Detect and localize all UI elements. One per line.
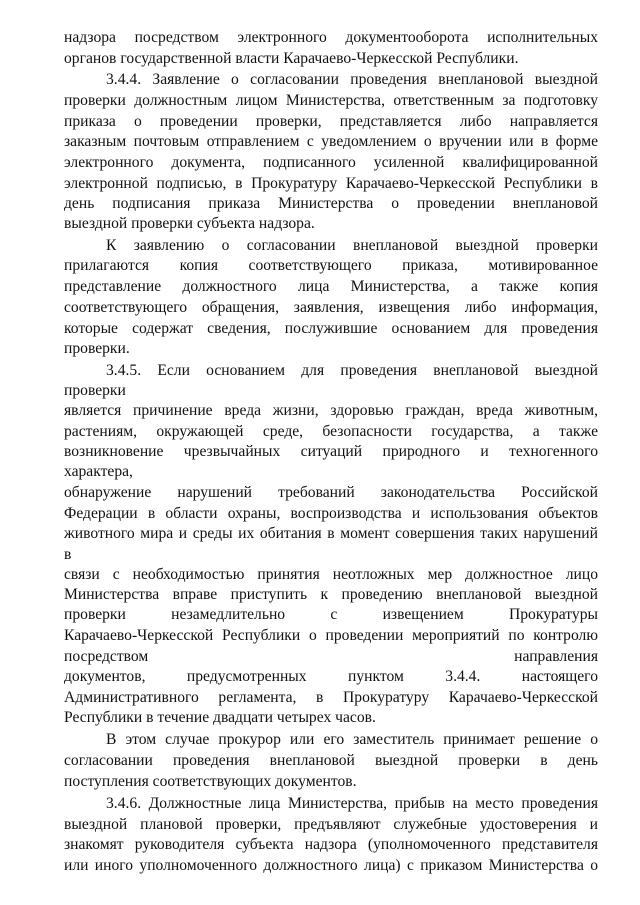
document-line: день подписания приказа Министерства о проведении внеплановой xyxy=(64,194,598,212)
document-line: проверки должностным лицом Министерства, ответственным за подготовку xyxy=(64,91,598,109)
document-line: обнаружение нарушений требований законодательства Российской xyxy=(64,483,598,501)
document-line: знакомят руководителя субъекта надзора (уполномоченного представителя xyxy=(64,835,598,853)
document-line: возникновение чрезвычайных ситуаций природного и техногенного xyxy=(64,442,598,460)
document-line: электронной подписью, в Прокуратуру Карачаево-Черкесской Республики в xyxy=(64,174,598,192)
document-line: приказа о проведении проверки, представляется либо направляется xyxy=(64,112,598,130)
document-line: посредством направления xyxy=(64,647,598,665)
document-line: которые содержат сведения, послужившие основанием для проведения xyxy=(64,319,598,337)
document-line: 3.4.4. Заявление о согласовании проведения внеплановой выездной xyxy=(106,70,598,88)
document-line: или иного уполномоченного должностного лица) с приказом Министерства о xyxy=(64,856,598,874)
document-line: заказным почтовым отправлением с уведомлением о вручении или в форме xyxy=(64,132,598,150)
document-line: 3.4.6. Должностные лица Министерства, прибыв на место проведения xyxy=(106,794,598,812)
document-line: характера, xyxy=(64,462,133,480)
document-line: выездной проверки субъекта надзора. xyxy=(64,214,315,232)
document-line: Административного регламента, в Прокуратуру Карачаево-Черкесской xyxy=(64,688,598,706)
document-line: прилагаются копия соответствующего приказа, мотивированное xyxy=(64,256,598,274)
document-line: Республики в течение двадцати четырех часов. xyxy=(64,708,376,726)
document-line: представление должностного лица Министерства, а также копия xyxy=(64,277,598,295)
document-line: проверки. xyxy=(64,339,130,357)
document-line: Федерации в области охраны, воспроизводства и использования объектов xyxy=(64,504,598,522)
document-line: связи с необходимостью принятия неотложных мер должностное лицо xyxy=(64,565,598,583)
document-line: Карачаево-Черкесской Республики о проведении мероприятий по контролю xyxy=(64,626,598,644)
document-line: 3.4.5. Если основанием для проведения внеплановой выездной xyxy=(106,361,598,379)
document-line: проверки незамедлительно с извещением Прокуратуры xyxy=(64,605,598,623)
document-line: Министерства вправе приступить к проведению внеплановой выездной xyxy=(64,585,598,603)
document-line: растениям, окружающей среде, безопасности государства, а также xyxy=(64,422,598,440)
document-line: органов государственной власти Карачаево-Черкесской Республики. xyxy=(64,49,519,67)
document-line: согласовании проведения внеплановой выездной проверки в день xyxy=(64,751,598,769)
document-line: соответствующего обращения, заявления, извещения либо информация, xyxy=(64,298,598,316)
document-line: животного мира и среды их обитания в момент совершения таких нарушений xyxy=(64,524,598,542)
document-line: документов, предусмотренных пунктом 3.4.4. настоящего xyxy=(64,667,598,685)
document-line: надзора посредством электронного документооборота исполнительных xyxy=(64,28,598,46)
document-line: в xyxy=(64,545,72,563)
document-line: поступления соответствующих документов. xyxy=(64,772,357,790)
document-line: К заявлению о согласовании внеплановой выездной проверки xyxy=(106,236,598,254)
document-line: выездной плановой проверки, предъявляют служебные удостоверения и xyxy=(64,815,598,833)
document-line: является причинение вреда жизни, здоровью граждан, вреда животным, xyxy=(64,401,598,419)
document-line: электронного документа, подписанного усиленной квалифицированной xyxy=(64,153,598,171)
document-line: В этом случае прокурор или его заместитель принимает решение о xyxy=(106,730,598,748)
document-line: проверки xyxy=(64,381,126,399)
